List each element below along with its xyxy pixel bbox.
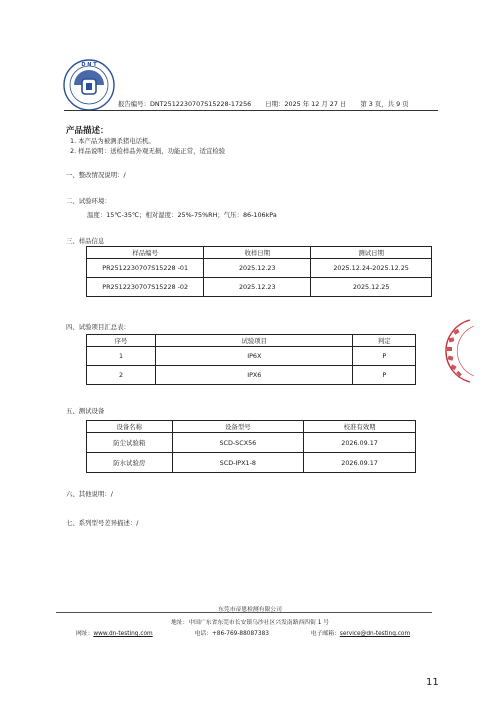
- table-cell: SCD-IPX1-8: [172, 453, 304, 473]
- table-cell: PR2512230707S15228 -01: [87, 259, 204, 278]
- table-row: [87, 347, 416, 366]
- section-rectification: 一、整改情况说明：/: [66, 171, 126, 179]
- table-cell: PR2512230707S15228 -02: [87, 278, 204, 297]
- footer-address: 地址：中国广东省东莞市长安镇乌沙社区兴发南路西四街 1 号: [170, 620, 330, 626]
- section-environment-title: 二、试验环境：: [66, 197, 111, 205]
- table-cell: 2025.12.24-2025.12.25: [311, 259, 432, 278]
- table-cell: 1: [87, 347, 156, 366]
- table-header-cell: 设备型号: [172, 421, 304, 433]
- report-date: 日期：2025 年 12 月 27 日: [265, 100, 347, 108]
- table-header-cell: 序号: [87, 335, 156, 347]
- table-cell: SCD-SCX56: [172, 433, 304, 453]
- table-row: [87, 366, 416, 385]
- email-label: 电子邮箱：: [310, 631, 340, 637]
- footer-contact: [76, 628, 410, 637]
- footer-divider: [56, 612, 432, 613]
- section-sample-info-title: 三、样品信息: [66, 237, 105, 245]
- sample-info-table: [86, 246, 432, 297]
- product-desc-item-1: 1. 本产品为被测杀猪电话机。: [70, 137, 155, 145]
- table-header-cell: 判定: [353, 335, 416, 347]
- table-header-cell: 试验项目: [156, 335, 353, 347]
- page-number: 11: [426, 677, 439, 688]
- equipment-table: [86, 420, 416, 473]
- section-series-differences: 七、系列型号差异描述：/: [66, 519, 139, 527]
- table-cell: P: [353, 366, 416, 385]
- table-row: [87, 433, 416, 453]
- seal-stamp-icon: [440, 316, 478, 386]
- test-items-table: [86, 334, 416, 385]
- table-header-cell: 设备名称: [87, 421, 173, 433]
- footer-phone: 电话：+86-769-88087383: [194, 631, 269, 637]
- report-number: 报告编号：DNT2512230707S15228-17256: [118, 100, 252, 108]
- table-row: [87, 278, 432, 297]
- page-indicator: 第 3 页，共 9 页: [360, 100, 409, 108]
- company-logo-icon: [62, 58, 116, 112]
- table-header-row: [87, 247, 432, 259]
- report-header: [118, 99, 409, 108]
- table-cell: 2025.12.23: [204, 278, 311, 297]
- table-header-cell: 收样日期: [204, 247, 311, 259]
- table-cell: 防水试验房: [87, 453, 173, 473]
- table-cell: IPX6: [156, 366, 353, 385]
- table-header-cell: 样品编号: [87, 247, 204, 259]
- table-row: [87, 453, 416, 473]
- email-link[interactable]: service@dn-testing.com: [339, 631, 411, 637]
- table-cell: 2026.09.17: [304, 433, 416, 453]
- table-header-cell: 测试日期: [311, 247, 432, 259]
- table-cell: 2025.12.25: [311, 278, 432, 297]
- table-cell: 2026.09.17: [304, 453, 416, 473]
- table-cell: P: [353, 347, 416, 366]
- table-cell: IP6X: [156, 347, 353, 366]
- svg-text:D N T: D N T: [81, 62, 97, 68]
- table-header-row: [87, 335, 416, 347]
- section-equipment-title: 五、测试设备: [66, 407, 105, 415]
- header-divider: [64, 110, 438, 111]
- table-cell: 防尘试验箱: [87, 433, 173, 453]
- product-desc-title: 产品描述：: [66, 126, 109, 136]
- product-desc-item-2: 2. 样品说明：送检样品外观无损，功能正常，适宜检验: [70, 147, 226, 155]
- section-test-items-title: 四、试验项目汇总表：: [66, 323, 130, 331]
- website-link[interactable]: www.dn-testing.com: [93, 631, 153, 637]
- table-header-row: [87, 421, 416, 433]
- table-header-cell: 校准有效期: [304, 421, 416, 433]
- section-other-notes: 六、其他说明：/: [66, 490, 113, 498]
- table-cell: 2: [87, 366, 156, 385]
- table-cell: 2025.12.23: [204, 259, 311, 278]
- environment-conditions: 温度：15℃-35℃；相对湿度：25%-75%RH；气压：86-106kPa: [87, 211, 277, 219]
- footer-company-name: 东莞市帝恩检测有限公司: [218, 607, 282, 613]
- table-row: [87, 259, 432, 278]
- website-label: 网址：: [76, 631, 94, 637]
